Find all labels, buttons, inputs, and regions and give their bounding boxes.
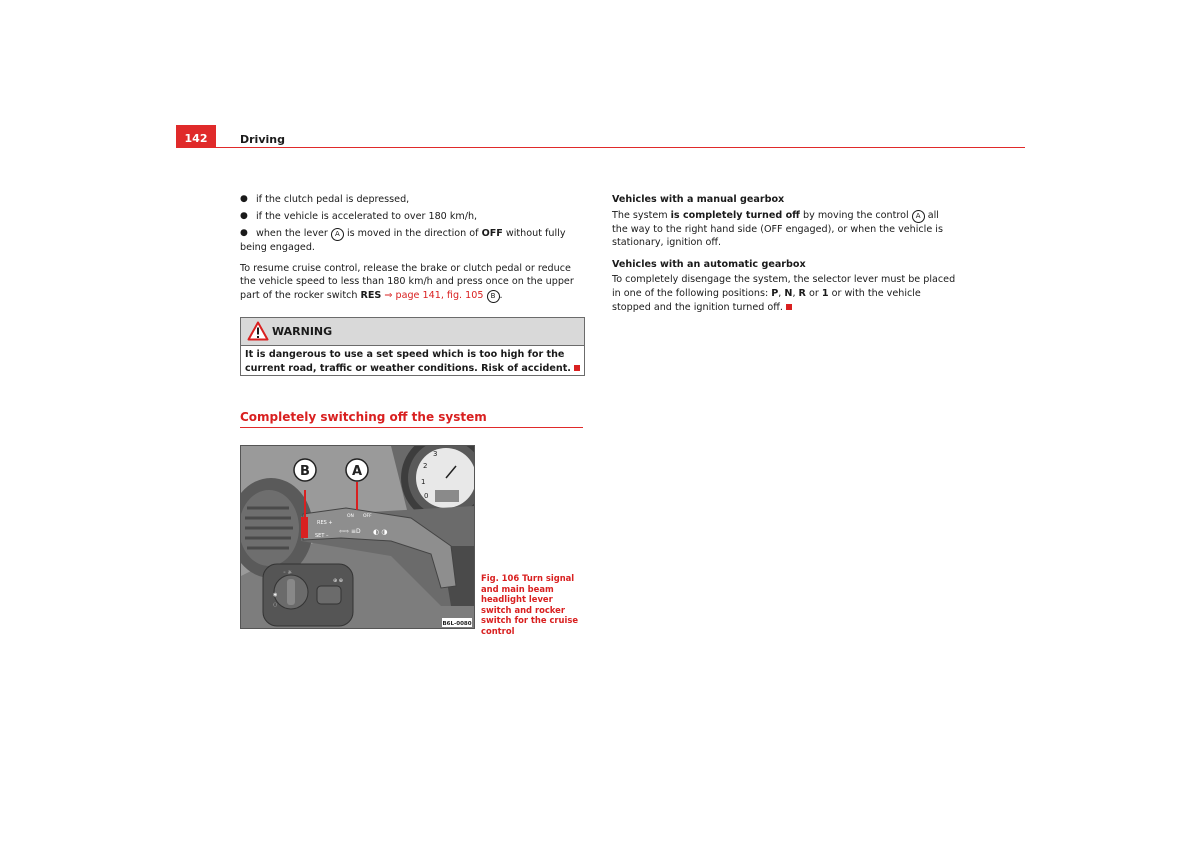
- res-label: RES +: [317, 520, 333, 526]
- steering-column-illustration: [241, 446, 474, 628]
- figure-code: B6L-0080: [442, 621, 472, 627]
- svg-text:2: 2: [423, 462, 428, 470]
- warning-text: It is dangerous to use a set speed which is too high for the current road, traffic or weather conditions. Risk of accident.: [241, 346, 584, 375]
- bullet-dot-icon: ●: [240, 194, 248, 204]
- warning-label: WARNING: [272, 325, 333, 338]
- bullet-item: ● when the lever A is moved in the direction of OFF without fully being engaged.: [240, 228, 566, 254]
- svg-text:1: 1: [421, 478, 426, 486]
- page-reference-link[interactable]: ⇒ page 141, fig. 105: [384, 289, 484, 301]
- bullet-item: ● if the vehicle is accelerated to over 180 km/h,: [240, 211, 478, 223]
- set-label: SET –: [315, 533, 329, 539]
- page-number: 142: [176, 125, 216, 148]
- right-column: [612, 193, 957, 322]
- svg-text:◉: ◉: [273, 592, 278, 598]
- svg-text:◌: ◌: [273, 602, 278, 608]
- svg-text:◐ ◑: ◐ ◑: [373, 528, 388, 536]
- figure-illustration: [240, 445, 475, 629]
- figure-caption: Fig. 106 Turn signal and main beam headlight lever switch and rocker switch for the cruise control: [481, 573, 579, 636]
- header-rule: [176, 147, 1025, 148]
- warning-box: [240, 317, 585, 376]
- manual-gearbox-heading: Vehicles with a manual gearbox: [612, 194, 785, 205]
- ref-b-marker: B: [487, 290, 500, 303]
- end-marker-icon: [786, 304, 792, 310]
- svg-text:⊕ ⊕: ⊕ ⊕: [333, 578, 343, 584]
- manual-gearbox-paragraph: The system is completely turned off by moving the control A all the way to the right hand side (OFF engaged), or when the vehicle is stationary, ignition off.: [612, 209, 943, 249]
- bullet-dot-icon: ●: [240, 211, 248, 222]
- ref-a-marker: A: [331, 228, 344, 241]
- figure-label-b: B: [300, 464, 310, 479]
- bullet-dot-icon: ●: [240, 228, 248, 239]
- automatic-gearbox-heading: Vehicles with an automatic gearbox: [612, 258, 806, 270]
- figure-label-a: A: [351, 464, 363, 479]
- svg-text:◦ ☼: ◦ ☼: [283, 570, 293, 576]
- bullet-item: ● if the clutch pedal is depressed,: [240, 194, 410, 205]
- automatic-gearbox-paragraph: To completely disengage the system, the selector lever must be placed in one of the following positions: P, N, R or 1 or with the vehicle stopped and the ignition turned off.: [612, 274, 956, 313]
- left-column: [240, 193, 585, 311]
- resume-paragraph: To resume cruise control, release the brake or clutch pedal or reduce the vehicle speed to less than 180 km/h and press once on the upper part of the rocker switch RES ⇒ page 141, fig. 105 B .: [240, 262, 574, 301]
- section-heading: Completely switching off the system: [240, 410, 583, 428]
- svg-text:⇦⇨ ≡D: ⇦⇨ ≡D: [339, 528, 361, 535]
- section-title-header: Driving: [240, 133, 285, 146]
- svg-text:3: 3: [433, 450, 438, 458]
- end-marker-icon: [574, 365, 580, 371]
- off-label: OFF: [363, 514, 372, 519]
- on-label: ON: [347, 514, 354, 519]
- warning-triangle-icon: [247, 321, 269, 341]
- warning-header: [241, 318, 584, 346]
- ref-a-marker: A: [912, 210, 925, 223]
- svg-text:0: 0: [424, 492, 429, 500]
